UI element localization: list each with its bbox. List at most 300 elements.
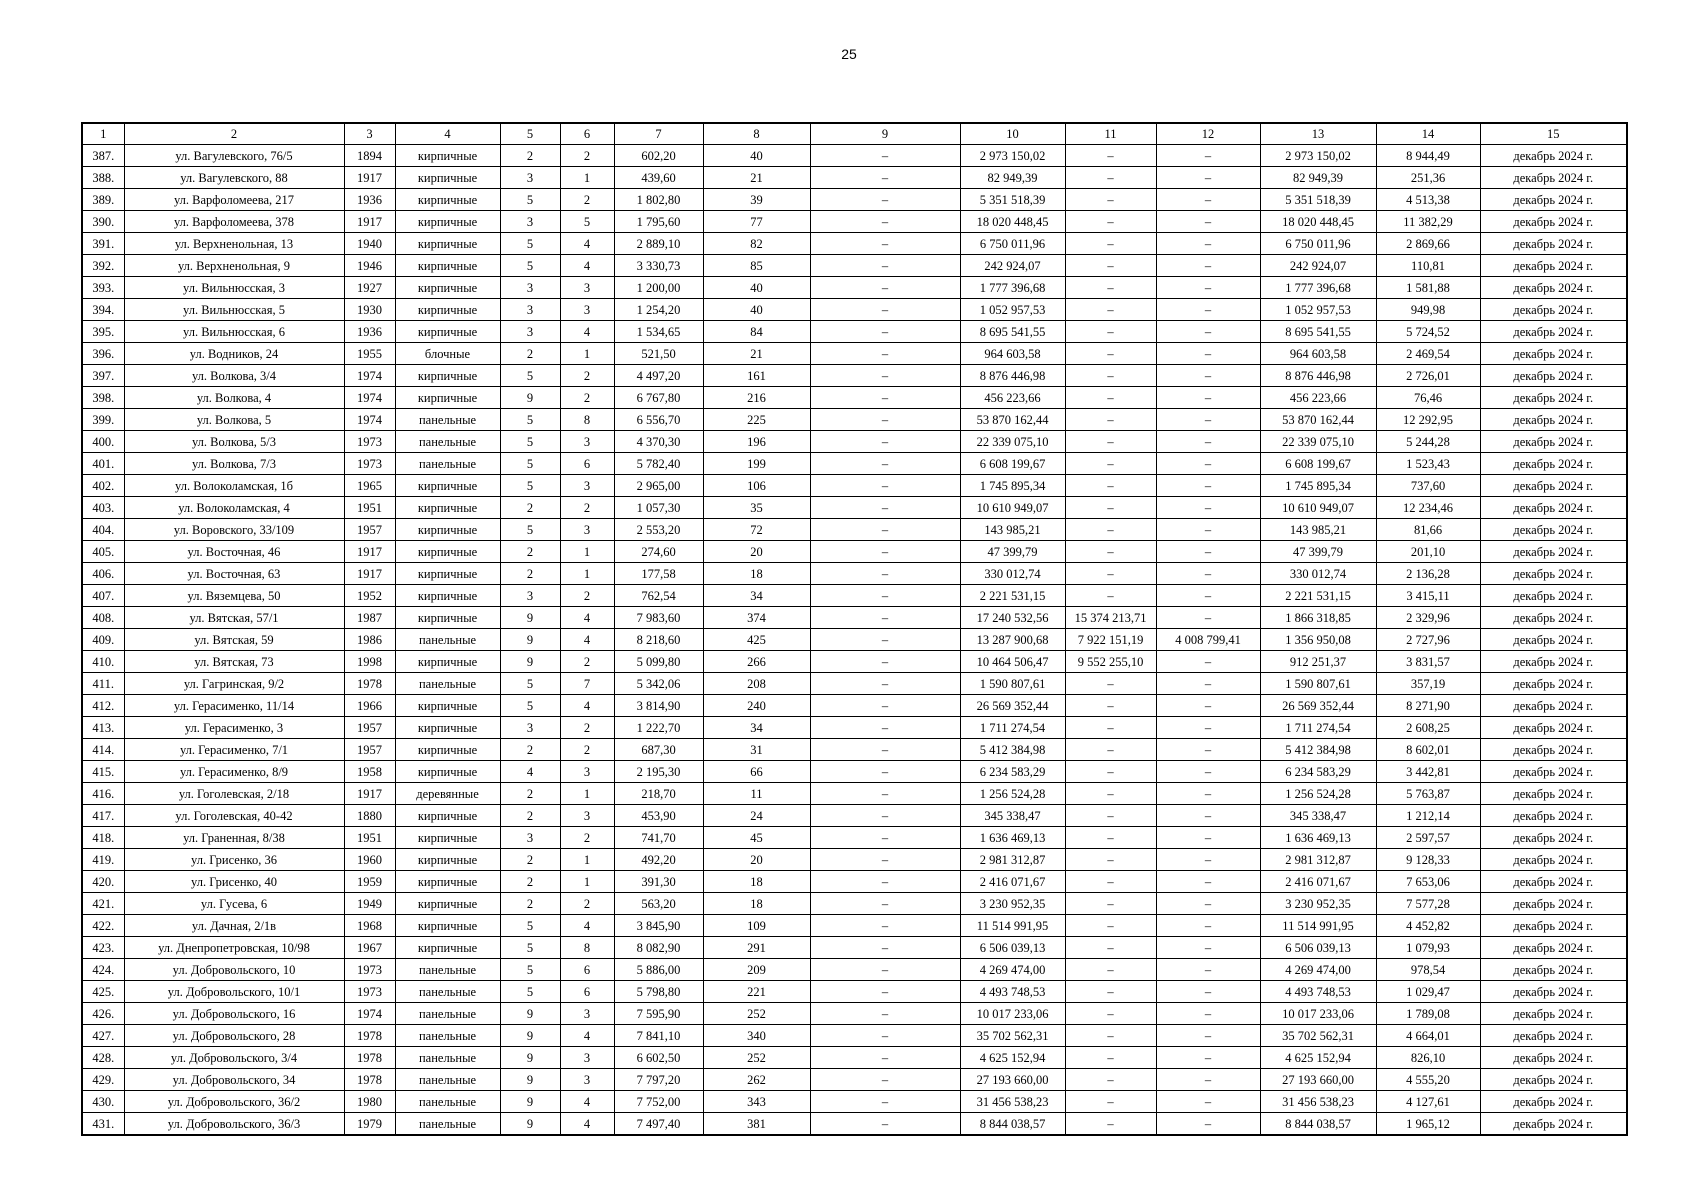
table-cell-col-2: ул. Вятская, 73 <box>124 651 344 673</box>
table-cell-col-1: 389. <box>82 189 124 211</box>
table-cell-col-11: – <box>1065 893 1156 915</box>
table-cell-col-3: 1967 <box>344 937 395 959</box>
table-cell-col-14: 5 724,52 <box>1376 321 1480 343</box>
table-cell-col-3: 1973 <box>344 453 395 475</box>
table-cell-col-14: 3 831,57 <box>1376 651 1480 673</box>
header-row <box>82 123 1627 145</box>
table-cell-col-15: декабрь 2024 г. <box>1480 145 1627 167</box>
table-cell-col-7: 2 553,20 <box>614 519 703 541</box>
table-cell-col-8: 34 <box>703 717 810 739</box>
table-cell-col-12: – <box>1156 827 1260 849</box>
table-cell-col-6: 2 <box>560 145 614 167</box>
table-cell-col-4: кирпичные <box>395 277 500 299</box>
table-cell-col-11: – <box>1065 673 1156 695</box>
table-cell-col-11: – <box>1065 827 1156 849</box>
table-cell-col-11: 15 374 213,71 <box>1065 607 1156 629</box>
table-cell-col-9: – <box>810 849 960 871</box>
table-cell-col-4: кирпичные <box>395 563 500 585</box>
table-cell-col-15: декабрь 2024 г. <box>1480 981 1627 1003</box>
table-cell-col-7: 741,70 <box>614 827 703 849</box>
table-cell-col-13: 1 711 274,54 <box>1260 717 1376 739</box>
table-cell-col-12: – <box>1156 695 1260 717</box>
table-cell-col-5: 5 <box>500 431 560 453</box>
table-cell-col-11: – <box>1065 915 1156 937</box>
table-cell-col-7: 2 965,00 <box>614 475 703 497</box>
table-cell-col-2: ул. Граненная, 8/38 <box>124 827 344 849</box>
table-cell-col-13: 1 052 957,53 <box>1260 299 1376 321</box>
table-cell-col-7: 1 795,60 <box>614 211 703 233</box>
table-cell-col-6: 8 <box>560 409 614 431</box>
table-cell-col-10: 1 711 274,54 <box>960 717 1065 739</box>
table-cell-col-12: – <box>1156 959 1260 981</box>
table-cell-col-8: 252 <box>703 1003 810 1025</box>
table-cell-col-14: 5 244,28 <box>1376 431 1480 453</box>
table-cell-col-12: – <box>1156 717 1260 739</box>
table-cell-col-12: – <box>1156 387 1260 409</box>
table-cell-col-9: – <box>810 915 960 937</box>
table-cell-col-1: 431. <box>82 1113 124 1136</box>
table-cell-col-14: 8 602,01 <box>1376 739 1480 761</box>
table-row <box>82 981 1627 1003</box>
table-cell-col-7: 3 330,73 <box>614 255 703 277</box>
table-cell-col-8: 221 <box>703 981 810 1003</box>
table-cell-col-9: – <box>810 211 960 233</box>
table-cell-col-12: – <box>1156 1025 1260 1047</box>
table-cell-col-7: 391,30 <box>614 871 703 893</box>
table-row <box>82 321 1627 343</box>
table-cell-col-8: 262 <box>703 1069 810 1091</box>
table-cell-col-10: 11 514 991,95 <box>960 915 1065 937</box>
table-cell-col-5: 5 <box>500 673 560 695</box>
table-cell-col-9: – <box>810 167 960 189</box>
table-cell-col-6: 4 <box>560 1025 614 1047</box>
table-cell-col-3: 1917 <box>344 563 395 585</box>
table-cell-col-9: – <box>810 1047 960 1069</box>
table-cell-col-7: 439,60 <box>614 167 703 189</box>
table-cell-col-6: 7 <box>560 673 614 695</box>
column-header-14: 14 <box>1376 123 1480 145</box>
table-cell-col-7: 5 342,06 <box>614 673 703 695</box>
table-cell-col-1: 408. <box>82 607 124 629</box>
table-cell-col-4: кирпичные <box>395 585 500 607</box>
table-row <box>82 365 1627 387</box>
table-cell-col-7: 7 752,00 <box>614 1091 703 1113</box>
table-cell-col-11: – <box>1065 937 1156 959</box>
table-cell-col-3: 1980 <box>344 1091 395 1113</box>
table-cell-col-4: кирпичные <box>395 761 500 783</box>
table-cell-col-3: 1936 <box>344 189 395 211</box>
table-cell-col-10: 10 017 233,06 <box>960 1003 1065 1025</box>
table-cell-col-13: 6 506 039,13 <box>1260 937 1376 959</box>
table-cell-col-3: 1958 <box>344 761 395 783</box>
table-cell-col-5: 2 <box>500 783 560 805</box>
table-cell-col-5: 3 <box>500 321 560 343</box>
column-header-15: 15 <box>1480 123 1627 145</box>
table-cell-col-13: 6 234 583,29 <box>1260 761 1376 783</box>
table-cell-col-10: 13 287 900,68 <box>960 629 1065 651</box>
table-cell-col-5: 5 <box>500 475 560 497</box>
table-cell-col-4: панельные <box>395 1113 500 1136</box>
table-cell-col-11: – <box>1065 981 1156 1003</box>
table-cell-col-9: – <box>810 189 960 211</box>
table-cell-col-3: 1973 <box>344 981 395 1003</box>
table-cell-col-11: – <box>1065 717 1156 739</box>
table-cell-col-4: панельные <box>395 409 500 431</box>
table-row <box>82 849 1627 871</box>
table-row <box>82 1003 1627 1025</box>
page-number: 25 <box>841 46 857 62</box>
table-cell-col-7: 8 082,90 <box>614 937 703 959</box>
table-cell-col-10: 242 924,07 <box>960 255 1065 277</box>
table-cell-col-15: декабрь 2024 г. <box>1480 475 1627 497</box>
table-cell-col-6: 4 <box>560 255 614 277</box>
table-cell-col-13: 2 416 071,67 <box>1260 871 1376 893</box>
table-cell-col-11: – <box>1065 563 1156 585</box>
table-cell-col-12: – <box>1156 783 1260 805</box>
table-cell-col-5: 3 <box>500 585 560 607</box>
table-row <box>82 453 1627 475</box>
table-cell-col-3: 1957 <box>344 717 395 739</box>
table-cell-col-5: 9 <box>500 607 560 629</box>
table-cell-col-12: – <box>1156 299 1260 321</box>
table-row <box>82 233 1627 255</box>
table-cell-col-9: – <box>810 453 960 475</box>
table-cell-col-13: 53 870 162,44 <box>1260 409 1376 431</box>
table-cell-col-11: – <box>1065 211 1156 233</box>
table-cell-col-10: 345 338,47 <box>960 805 1065 827</box>
table-cell-col-2: ул. Грисенко, 36 <box>124 849 344 871</box>
table-cell-col-1: 425. <box>82 981 124 1003</box>
table-cell-col-8: 21 <box>703 167 810 189</box>
table-cell-col-7: 6 602,50 <box>614 1047 703 1069</box>
table-cell-col-10: 6 608 199,67 <box>960 453 1065 475</box>
table-cell-col-12: – <box>1156 1047 1260 1069</box>
table-cell-col-9: – <box>810 519 960 541</box>
table-cell-col-3: 1974 <box>344 387 395 409</box>
table-row <box>82 893 1627 915</box>
table-cell-col-12: – <box>1156 497 1260 519</box>
table-cell-col-7: 1 802,80 <box>614 189 703 211</box>
table-cell-col-11: – <box>1065 343 1156 365</box>
table-cell-col-9: – <box>810 255 960 277</box>
table-cell-col-6: 6 <box>560 959 614 981</box>
table-cell-col-8: 34 <box>703 585 810 607</box>
table-row <box>82 673 1627 695</box>
table-cell-col-6: 6 <box>560 981 614 1003</box>
table-cell-col-7: 1 057,30 <box>614 497 703 519</box>
table-row <box>82 277 1627 299</box>
table-cell-col-11: – <box>1065 783 1156 805</box>
table-cell-col-14: 3 415,11 <box>1376 585 1480 607</box>
table-cell-col-7: 521,50 <box>614 343 703 365</box>
table-cell-col-14: 11 382,29 <box>1376 211 1480 233</box>
table-cell-col-14: 4 127,61 <box>1376 1091 1480 1113</box>
housing-register-table <box>81 122 1628 1136</box>
table-cell-col-11: – <box>1065 387 1156 409</box>
table-cell-col-9: – <box>810 387 960 409</box>
table-cell-col-8: 40 <box>703 145 810 167</box>
table-cell-col-8: 40 <box>703 277 810 299</box>
table-cell-col-12: 4 008 799,41 <box>1156 629 1260 651</box>
table-row <box>82 1091 1627 1113</box>
table-cell-col-13: 1 636 469,13 <box>1260 827 1376 849</box>
table-cell-col-10: 2 221 531,15 <box>960 585 1065 607</box>
table-cell-col-7: 5 798,80 <box>614 981 703 1003</box>
table-cell-col-7: 5 782,40 <box>614 453 703 475</box>
table-cell-col-6: 4 <box>560 915 614 937</box>
table-cell-col-8: 340 <box>703 1025 810 1047</box>
table-cell-col-6: 2 <box>560 739 614 761</box>
table-cell-col-13: 912 251,37 <box>1260 651 1376 673</box>
table-cell-col-4: кирпичные <box>395 717 500 739</box>
table-cell-col-8: 45 <box>703 827 810 849</box>
table-cell-col-7: 218,70 <box>614 783 703 805</box>
table-cell-col-10: 1 052 957,53 <box>960 299 1065 321</box>
column-header-1: 1 <box>82 123 124 145</box>
table-cell-col-1: 399. <box>82 409 124 431</box>
table-cell-col-9: – <box>810 805 960 827</box>
table-cell-col-2: ул. Добровольского, 28 <box>124 1025 344 1047</box>
table-row <box>82 629 1627 651</box>
table-cell-col-4: кирпичные <box>395 739 500 761</box>
table-cell-col-12: – <box>1156 189 1260 211</box>
table-cell-col-3: 1951 <box>344 827 395 849</box>
table-cell-col-5: 4 <box>500 761 560 783</box>
table-cell-col-2: ул. Вагулевского, 88 <box>124 167 344 189</box>
table-cell-col-13: 8 876 446,98 <box>1260 365 1376 387</box>
table-cell-col-7: 7 595,90 <box>614 1003 703 1025</box>
table-cell-col-15: декабрь 2024 г. <box>1480 497 1627 519</box>
table-row <box>82 607 1627 629</box>
table-cell-col-5: 2 <box>500 739 560 761</box>
table-row <box>82 1069 1627 1091</box>
table-cell-col-1: 405. <box>82 541 124 563</box>
table-cell-col-2: ул. Верхненольная, 9 <box>124 255 344 277</box>
table-cell-col-3: 1917 <box>344 783 395 805</box>
table-cell-col-15: декабрь 2024 г. <box>1480 1113 1627 1136</box>
table-cell-col-3: 1960 <box>344 849 395 871</box>
table-cell-col-12: – <box>1156 893 1260 915</box>
table-cell-col-14: 4 452,82 <box>1376 915 1480 937</box>
table-cell-col-7: 177,58 <box>614 563 703 585</box>
table-cell-col-8: 84 <box>703 321 810 343</box>
table-cell-col-15: декабрь 2024 г. <box>1480 453 1627 475</box>
column-header-10: 10 <box>960 123 1065 145</box>
table-cell-col-10: 8 876 446,98 <box>960 365 1065 387</box>
table-cell-col-8: 240 <box>703 695 810 717</box>
table-cell-col-10: 1 636 469,13 <box>960 827 1065 849</box>
table-cell-col-3: 1968 <box>344 915 395 937</box>
table-cell-col-2: ул. Дачная, 2/1в <box>124 915 344 937</box>
table-cell-col-15: декабрь 2024 г. <box>1480 827 1627 849</box>
table-cell-col-7: 7 797,20 <box>614 1069 703 1091</box>
table-cell-col-15: декабрь 2024 г. <box>1480 937 1627 959</box>
table-row <box>82 189 1627 211</box>
table-cell-col-11: – <box>1065 431 1156 453</box>
table-cell-col-13: 6 608 199,67 <box>1260 453 1376 475</box>
table-cell-col-6: 1 <box>560 343 614 365</box>
table-cell-col-9: – <box>810 1113 960 1136</box>
table-cell-col-3: 1930 <box>344 299 395 321</box>
table-cell-col-7: 7 497,40 <box>614 1113 703 1136</box>
table-cell-col-8: 35 <box>703 497 810 519</box>
table-cell-col-4: кирпичные <box>395 827 500 849</box>
table-cell-col-1: 413. <box>82 717 124 739</box>
table-cell-col-8: 24 <box>703 805 810 827</box>
table-cell-col-7: 6 767,80 <box>614 387 703 409</box>
table-cell-col-1: 404. <box>82 519 124 541</box>
table-cell-col-2: ул. Добровольского, 36/2 <box>124 1091 344 1113</box>
table-cell-col-15: декабрь 2024 г. <box>1480 849 1627 871</box>
table-cell-col-12: – <box>1156 167 1260 189</box>
table-cell-col-3: 1978 <box>344 673 395 695</box>
table-cell-col-11: – <box>1065 321 1156 343</box>
table-cell-col-1: 430. <box>82 1091 124 1113</box>
table-cell-col-14: 8 944,49 <box>1376 145 1480 167</box>
table-cell-col-7: 687,30 <box>614 739 703 761</box>
table-row <box>82 805 1627 827</box>
table-cell-col-12: – <box>1156 475 1260 497</box>
table-cell-col-13: 3 230 952,35 <box>1260 893 1376 915</box>
table-cell-col-6: 4 <box>560 1091 614 1113</box>
table-cell-col-4: кирпичные <box>395 299 500 321</box>
table-cell-col-5: 3 <box>500 299 560 321</box>
table-row <box>82 739 1627 761</box>
table-cell-col-3: 1978 <box>344 1025 395 1047</box>
table-cell-col-5: 5 <box>500 409 560 431</box>
table-cell-col-2: ул. Грисенко, 40 <box>124 871 344 893</box>
table-cell-col-15: декабрь 2024 г. <box>1480 629 1627 651</box>
table-cell-col-14: 7 653,06 <box>1376 871 1480 893</box>
table-cell-col-9: – <box>810 981 960 1003</box>
table-cell-col-3: 1917 <box>344 211 395 233</box>
table-cell-col-1: 426. <box>82 1003 124 1025</box>
table-cell-col-1: 407. <box>82 585 124 607</box>
table-cell-col-2: ул. Волкова, 3/4 <box>124 365 344 387</box>
table-cell-col-13: 10 017 233,06 <box>1260 1003 1376 1025</box>
table-cell-col-2: ул. Воровского, 33/109 <box>124 519 344 541</box>
table-cell-col-10: 3 230 952,35 <box>960 893 1065 915</box>
table-cell-col-9: – <box>810 607 960 629</box>
table-cell-col-15: декабрь 2024 г. <box>1480 255 1627 277</box>
table-cell-col-13: 18 020 448,45 <box>1260 211 1376 233</box>
table-cell-col-10: 6 750 011,96 <box>960 233 1065 255</box>
table-cell-col-8: 374 <box>703 607 810 629</box>
table-cell-col-15: декабрь 2024 г. <box>1480 1069 1627 1091</box>
table-cell-col-13: 330 012,74 <box>1260 563 1376 585</box>
table-cell-col-11: – <box>1065 871 1156 893</box>
table-cell-col-9: – <box>810 1003 960 1025</box>
table-cell-col-9: – <box>810 1091 960 1113</box>
table-cell-col-11: – <box>1065 1069 1156 1091</box>
table-cell-col-11: – <box>1065 189 1156 211</box>
table-cell-col-7: 274,60 <box>614 541 703 563</box>
column-header-2: 2 <box>124 123 344 145</box>
table-cell-col-12: – <box>1156 431 1260 453</box>
table-cell-col-2: ул. Восточная, 46 <box>124 541 344 563</box>
table-cell-col-5: 3 <box>500 211 560 233</box>
table-cell-col-13: 4 269 474,00 <box>1260 959 1376 981</box>
table-cell-col-14: 12 234,46 <box>1376 497 1480 519</box>
table-cell-col-3: 1978 <box>344 1047 395 1069</box>
table-cell-col-15: декабрь 2024 г. <box>1480 607 1627 629</box>
table-cell-col-15: декабрь 2024 г. <box>1480 783 1627 805</box>
table-cell-col-11: – <box>1065 475 1156 497</box>
table-cell-col-4: панельные <box>395 981 500 1003</box>
table-cell-col-4: кирпичные <box>395 893 500 915</box>
table-cell-col-7: 492,20 <box>614 849 703 871</box>
table-cell-col-2: ул. Добровольского, 3/4 <box>124 1047 344 1069</box>
table-cell-col-8: 199 <box>703 453 810 475</box>
table-cell-col-14: 8 271,90 <box>1376 695 1480 717</box>
table-cell-col-2: ул. Гагринская, 9/2 <box>124 673 344 695</box>
table-cell-col-7: 563,20 <box>614 893 703 915</box>
table-cell-col-1: 411. <box>82 673 124 695</box>
table-cell-col-7: 762,54 <box>614 585 703 607</box>
table-cell-col-5: 2 <box>500 893 560 915</box>
table-cell-col-15: декабрь 2024 г. <box>1480 519 1627 541</box>
table-cell-col-6: 3 <box>560 277 614 299</box>
table-row <box>82 1025 1627 1047</box>
table-cell-col-11: – <box>1065 739 1156 761</box>
table-cell-col-14: 2 597,57 <box>1376 827 1480 849</box>
table-row <box>82 343 1627 365</box>
table-cell-col-2: ул. Волоколамская, 1б <box>124 475 344 497</box>
table-cell-col-4: кирпичные <box>395 805 500 827</box>
table-cell-col-2: ул. Волкова, 4 <box>124 387 344 409</box>
table-cell-col-5: 3 <box>500 167 560 189</box>
table-cell-col-10: 2 416 071,67 <box>960 871 1065 893</box>
table-cell-col-5: 2 <box>500 497 560 519</box>
table-cell-col-13: 1 356 950,08 <box>1260 629 1376 651</box>
table-cell-col-1: 406. <box>82 563 124 585</box>
table-cell-col-11: – <box>1065 233 1156 255</box>
table-cell-col-8: 72 <box>703 519 810 541</box>
table-cell-col-3: 1957 <box>344 739 395 761</box>
table-cell-col-13: 10 610 949,07 <box>1260 497 1376 519</box>
table-cell-col-14: 2 727,96 <box>1376 629 1480 651</box>
table-cell-col-12: – <box>1156 1091 1260 1113</box>
table-cell-col-1: 397. <box>82 365 124 387</box>
table-cell-col-6: 4 <box>560 233 614 255</box>
table-cell-col-11: – <box>1065 585 1156 607</box>
table-cell-col-1: 387. <box>82 145 124 167</box>
table-cell-col-6: 2 <box>560 365 614 387</box>
table-cell-col-9: – <box>810 827 960 849</box>
table-cell-col-4: кирпичные <box>395 695 500 717</box>
table-cell-col-5: 5 <box>500 255 560 277</box>
table-cell-col-4: кирпичные <box>395 915 500 937</box>
table-cell-col-4: кирпичные <box>395 475 500 497</box>
table-cell-col-11: – <box>1065 1003 1156 1025</box>
table-row <box>82 145 1627 167</box>
table-cell-col-15: декабрь 2024 г. <box>1480 695 1627 717</box>
table-cell-col-7: 2 195,30 <box>614 761 703 783</box>
table-cell-col-3: 1955 <box>344 343 395 365</box>
table-cell-col-1: 391. <box>82 233 124 255</box>
table-cell-col-10: 8 844 038,57 <box>960 1113 1065 1136</box>
table-cell-col-2: ул. Верхненольная, 13 <box>124 233 344 255</box>
table-row <box>82 519 1627 541</box>
table-cell-col-12: – <box>1156 145 1260 167</box>
table-cell-col-11: – <box>1065 519 1156 541</box>
table-cell-col-2: ул. Вильнюсская, 5 <box>124 299 344 321</box>
table-cell-col-12: – <box>1156 849 1260 871</box>
table-cell-col-3: 1949 <box>344 893 395 915</box>
table-cell-col-10: 18 020 448,45 <box>960 211 1065 233</box>
table-cell-col-14: 2 726,01 <box>1376 365 1480 387</box>
table-cell-col-12: – <box>1156 563 1260 585</box>
